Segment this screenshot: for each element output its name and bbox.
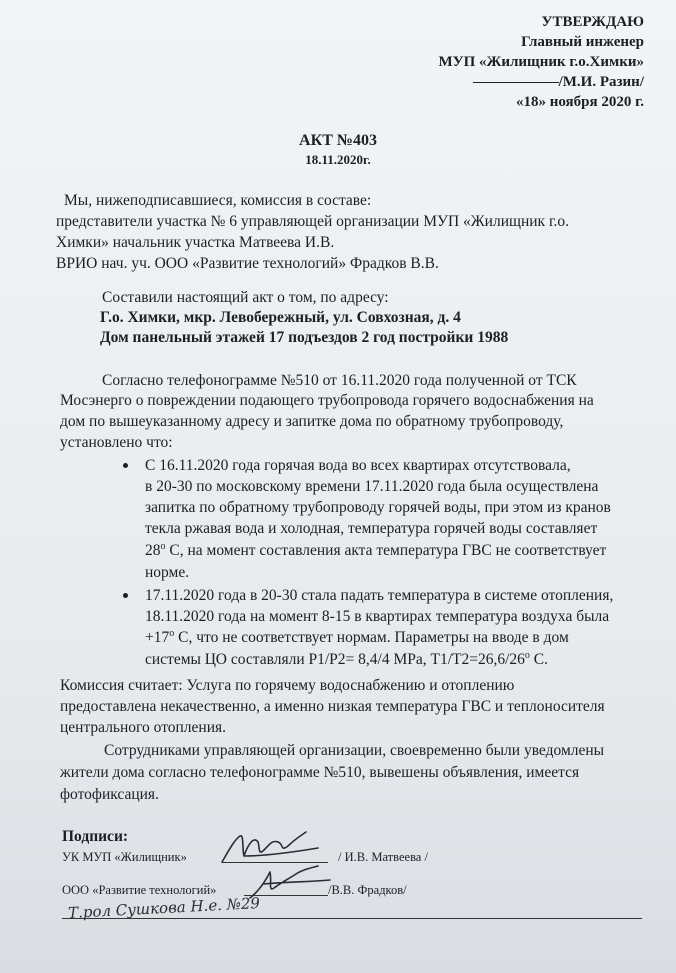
bullet2-line-4-text: системы ЦО составляли Р1/Р2= 8,4/4 МРа, Т1/Т2=26,6/26	[145, 651, 525, 668]
conclusion-line-3: центрального отопления.	[60, 719, 227, 736]
bullet1-line-3: запитка по обратному трубопроводу горячей воды, при этом из кранов	[145, 499, 611, 516]
bullet1-line-4: текла ржавая вода и холодная, температура горячей воды составляет	[145, 520, 598, 537]
commission-line-4: ВРИО нач. уч. ООО «Развитие технологий» Фрадков В.В.	[56, 255, 439, 272]
address-line: Г.о. Химки, мкр. Левобережный, ул. Совхозная, д. 4	[100, 309, 461, 326]
bullet1-line-1: С 16.11.2020 года горячая вода во всех квартирах отсутствовала,	[145, 457, 571, 474]
body-line-2: Мосэнерго о повреждении подающего трубопровода горячего водоснабжения на	[60, 392, 594, 409]
commission-line-2: представители участка № 6 управляющей организации МУП «Жилищник г.о.	[56, 213, 570, 230]
bullet2-line-4-end: С.	[529, 651, 548, 668]
body-line-4: установлено что:	[60, 434, 173, 451]
conclusion-line-1: Комиссия считает: Услуга по горячему водоснабжению и отоплению	[60, 677, 515, 694]
bullet2-line-3	[145, 627, 569, 648]
bullet1-line-5	[145, 540, 606, 561]
notice-line-3: фотофиксация.	[60, 786, 159, 803]
approval-position: Главный инженер	[521, 34, 644, 50]
body-line-3: дом по вышеуказанному адресу и запитке дома по обратному трубопроводу,	[60, 413, 564, 430]
conclusion-line-2: предоставлена некачественно, а именно низкая температура ГВС и теплоносителя	[60, 698, 605, 715]
temperature-air: +17	[145, 629, 170, 646]
degree-sign: o	[160, 540, 166, 552]
bullet2-line-4	[145, 649, 548, 670]
approval-block	[438, 12, 644, 112]
degree-sign: o	[169, 627, 175, 639]
temperature-hot-water: 28	[145, 542, 161, 559]
notice-line-1: Сотрудниками управляющей организации, своевременно были уведомлены	[104, 742, 605, 759]
signatures-heading: Подписи:	[62, 828, 129, 845]
bullet2-line-2: 18.11.2020 года на момент 8-15 в квартирах температура воздуха была	[145, 608, 610, 625]
signature-blank	[473, 82, 559, 83]
signature-name-2: /В.В. Фрадков/	[328, 883, 407, 897]
approval-date: «18» ноября 2020 г.	[515, 94, 644, 110]
degree-sign: o	[524, 649, 530, 661]
bullet-marker	[123, 463, 128, 468]
bullet2-line-3-text: С, что не соответствует нормам. Параметры на вводе в дом	[174, 629, 569, 646]
bullet-marker	[123, 593, 128, 598]
commission-line-1: Мы, нижеподписавшиеся, комиссия в составе:	[64, 192, 372, 209]
approval-word: УТВЕРЖДАЮ	[541, 14, 644, 30]
bullet2-line-1: 17.11.2020 года в 20-30 стала падать температура в системе отопления,	[145, 587, 614, 604]
act-title: АКТ №403	[299, 132, 377, 149]
house-details: Дом панельный этажей 17 подъездов 2 год постройки 1988	[100, 329, 509, 346]
bullet1-line-5-text: С, на момент составления акта температура ГВС не соответствует	[165, 542, 607, 559]
signature-org-2: ООО «Развитие технологий»	[62, 883, 217, 897]
approval-org: МУП «Жилищник г.о.Химки»	[438, 54, 644, 70]
signature-name-1: / И.В. Матвеева /	[338, 850, 428, 864]
address-intro: Составили настоящий акт о том, по адресу:	[102, 289, 389, 306]
commission-line-3: Химки» начальник участка Матвеева И.В.	[56, 234, 335, 251]
notice-line-2: жители дома согласно телефонограмме №510, вывешены объявления, имеется	[60, 764, 580, 781]
act-date: 18.11.2020г.	[305, 152, 371, 167]
bullet1-line-2: в 20-30 по московскому времени 17.11.2020 года была осуществлена	[145, 478, 599, 495]
body-line-1: Согласно телефонограмме №510 от 16.11.2020 года полученной от ТСК	[102, 372, 577, 389]
approval-signature-line	[438, 72, 644, 92]
bullet1-line-6: норме.	[145, 564, 190, 581]
approval-sign-name: /М.И. Разин/	[558, 74, 644, 90]
signature-org-1: УК МУП «Жилищник»	[62, 850, 187, 864]
handwritten-note: Т.рол Сушкова Н.е. №29	[67, 893, 261, 923]
